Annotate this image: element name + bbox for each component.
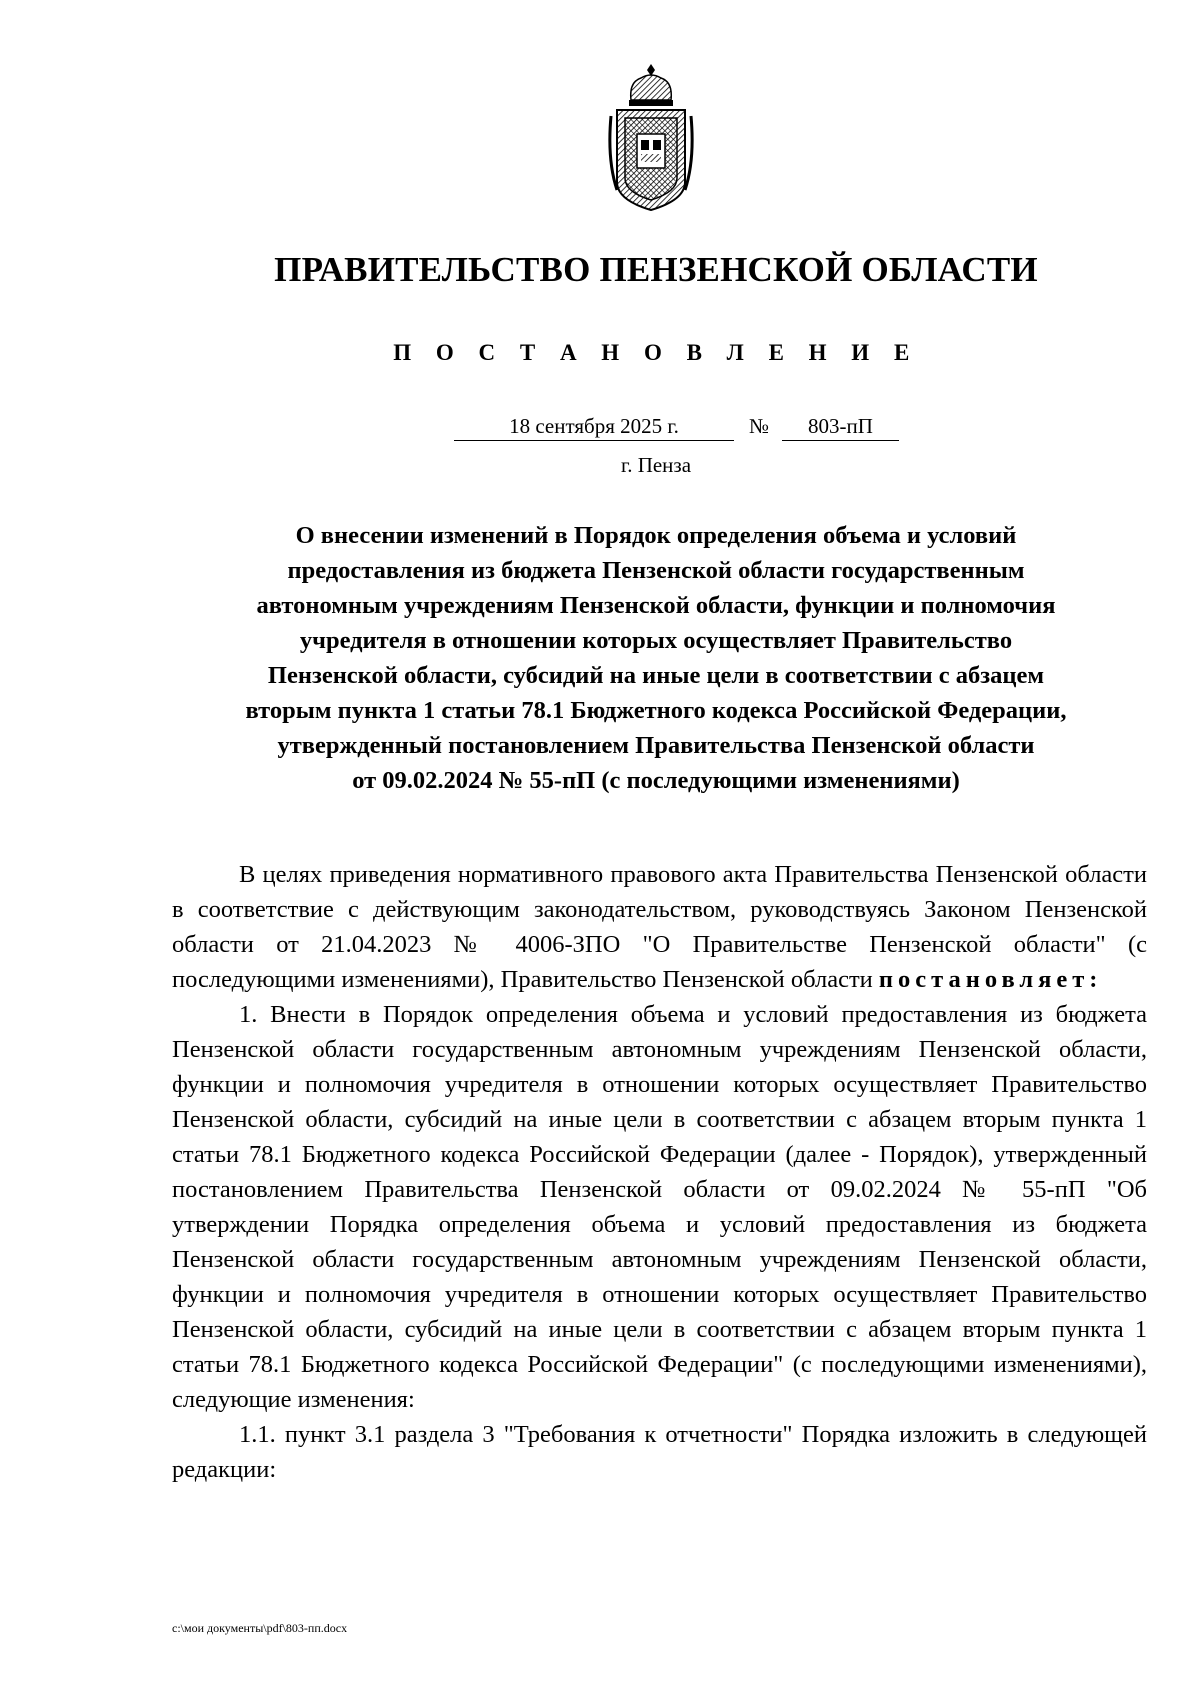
document-body (172, 857, 1147, 1487)
item-1-1-paragraph: 1.1. пункт 3.1 раздела 3 "Требования к отчетности" Порядка изложить в следующей редакции: (172, 1421, 1147, 1483)
government-name-heading: ПРАВИТЕЛЬСТВО ПЕНЗЕНСКОЙ ОБЛАСТИ (274, 250, 1038, 289)
item-1-paragraph: 1. Внести в Порядок определения объема и условий предоставления из бюджета Пензенской области государственным автономным учреждениям Пензенской области, функции и полномочия учредителя в отношении которых осуществляет Правительство Пензенской области, субсидий на иные цели в соответствии с абзацем вторым пункта 1 статьи 78.1 Бюджетного кодекса Российской Федерации (далее - Порядок), утвержденный постановлением Правительства Пензенской области от 09.02.2024 № 55-пП "Об утверждении Порядка определения объема и условий предоставления из бюджета Пензенской области государственным автономным учреждениям Пензенской области, функции и полномочия учредителя в отношении которых осуществляет Правительство Пензенской области, субсидий на иные цели в соответствии с абзацем вторым пункта 1 статьи 78.1 Бюджетного кодекса Российской Федерации" (с последующими изменениями), следующие изменения: (172, 1001, 1147, 1413)
subject-line: учредителя в отношении которых осуществляет Правительство (299, 627, 1013, 654)
city-label: г. Пенза (620, 453, 692, 477)
preamble-text: В целях приведения нормативного правового акта Правительства Пензенской области в соответствие с действующим законодательством, руководствуясь Законом Пензенской области от 21.04.2023 № 4006-ЗПО "О Правительстве Пензенской области" (с последующими изменениями), Правительство Пензенской области (172, 861, 1147, 993)
document-type-heading: П О С Т А Н О В Л Е Н И Е (393, 340, 919, 365)
subject-line: вторым пункта 1 статьи 78.1 Бюджетного кодекса Российской Федерации, (245, 697, 1067, 724)
subject-line: автономным учреждениям Пензенской области, функции и полномочия (256, 592, 1056, 619)
subject-line: предоставления из бюджета Пензенской области государственным (287, 557, 1025, 584)
document-number: 803-пП (782, 413, 899, 441)
document-subject (150, 518, 1162, 798)
preamble-paragraph (172, 857, 1147, 997)
subject-line: утвержденный постановлением Правительства Пензенской области (277, 732, 1035, 759)
footer-file-path: c:\мои документы\pdf\803-пп.docx (172, 1621, 348, 1635)
subject-line: от 09.02.2024 № 55-пП (с последующими изменениями) (352, 767, 960, 794)
document-date: 18 сентября 2025 г. (454, 413, 734, 441)
subject-line: О внесении изменений в Порядок определения объема и условий (295, 522, 1017, 549)
subject-line: Пензенской области, субсидий на иные цели в соответствии с абзацем (267, 662, 1045, 689)
penza-oblast-coat-of-arms-icon (605, 60, 697, 216)
number-sign: № (748, 414, 770, 438)
resolves-keyword: постановляет: (878, 966, 1103, 993)
